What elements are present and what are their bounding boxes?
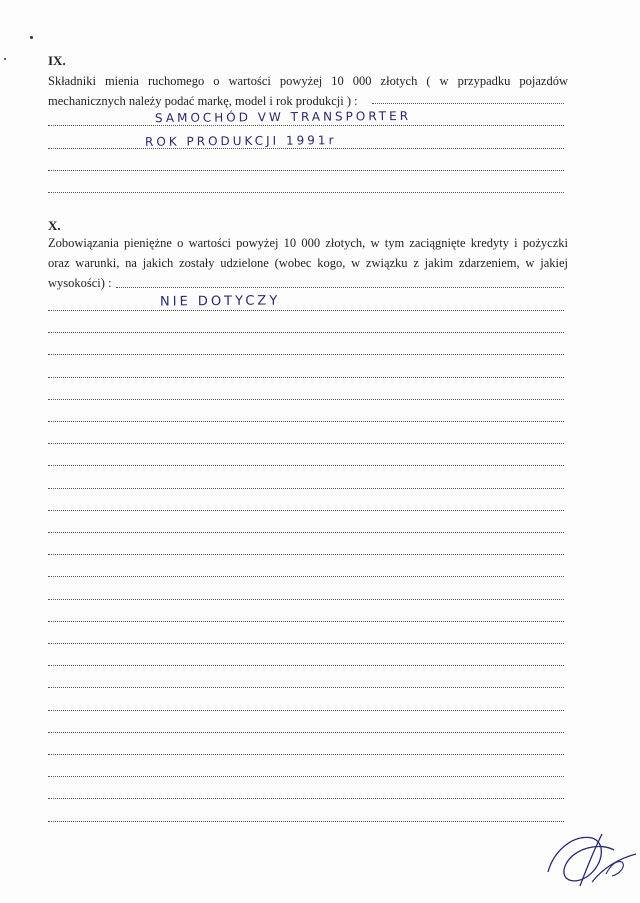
section-x-handwritten-answer: NIE DOTYCZY bbox=[159, 293, 281, 310]
section-ix-number: IX. bbox=[48, 53, 66, 68]
section-ix-text-line1: Składniki mienia ruchomego o wartości powyżej 10 000 złotych ( w przypadku pojazdów bbox=[48, 74, 568, 88]
section-ix-text-line2: mechanicznych należy podać markę, model i rok produkcji ) : bbox=[48, 94, 358, 108]
section-ix-answer-line bbox=[48, 125, 564, 126]
section-x-answer-line bbox=[48, 332, 564, 333]
section-x-text-line2: oraz warunki, na jakich zostały udzielone (wobec kogo, w związku z jakim zdarzeniem, w jakiej bbox=[48, 256, 568, 270]
section-x-answer-line bbox=[48, 510, 564, 511]
section-x-answer-line bbox=[48, 732, 564, 733]
section-x-answer-line bbox=[48, 665, 564, 666]
section-x-answer-line bbox=[48, 798, 564, 799]
section-ix-answer-line bbox=[48, 148, 564, 149]
section-x-text-line1: Zobowiązania pieniężne o wartości powyżej 10 000 złotych, w tym zaciągnięte kredyty i pożyczki bbox=[48, 236, 568, 250]
section-x-answer-line bbox=[48, 776, 564, 777]
section-x-number: X. bbox=[48, 218, 61, 233]
section-x-answer-line bbox=[48, 532, 564, 533]
scan-speck bbox=[30, 36, 33, 39]
section-x-text bbox=[48, 233, 568, 293]
section-x-answer-line bbox=[48, 354, 564, 355]
section-ix-answer-line bbox=[48, 170, 564, 171]
section-x-answer-line bbox=[48, 554, 564, 555]
section-ix-handwritten-answer-1: SAMOCHÓD VW TRANSPORTER bbox=[154, 108, 412, 126]
section-x-answer-line bbox=[48, 599, 564, 600]
section-x-answer-line bbox=[48, 443, 564, 444]
section-ix-handwritten-answer-2: ROK PRODUKCJI 1991r bbox=[144, 133, 337, 149]
section-x-text-line3: wysokości) : bbox=[48, 276, 112, 290]
signature-mark bbox=[544, 820, 640, 892]
section-x-answer-line bbox=[48, 821, 564, 822]
section-x-answer-line bbox=[48, 421, 564, 422]
section-x-answer-line bbox=[48, 377, 564, 378]
section-x-answer-line bbox=[48, 488, 564, 489]
section-ix-text bbox=[48, 71, 568, 111]
section-x-answer-line bbox=[48, 710, 564, 711]
section-ix-prompt-fill bbox=[372, 103, 564, 104]
section-x-answer-line bbox=[48, 687, 564, 688]
section-x-answer-line bbox=[48, 621, 564, 622]
scan-speck bbox=[4, 58, 6, 60]
section-x-answer-line bbox=[48, 576, 564, 577]
section-x-answer-line bbox=[48, 754, 564, 755]
section-x-answer-line bbox=[48, 310, 564, 311]
section-x-answer-line bbox=[48, 643, 564, 644]
section-x-prompt-fill bbox=[116, 287, 564, 288]
section-x-answer-line bbox=[48, 465, 564, 466]
section-x-answer-line bbox=[48, 399, 564, 400]
section-ix-answer-line bbox=[48, 192, 564, 193]
